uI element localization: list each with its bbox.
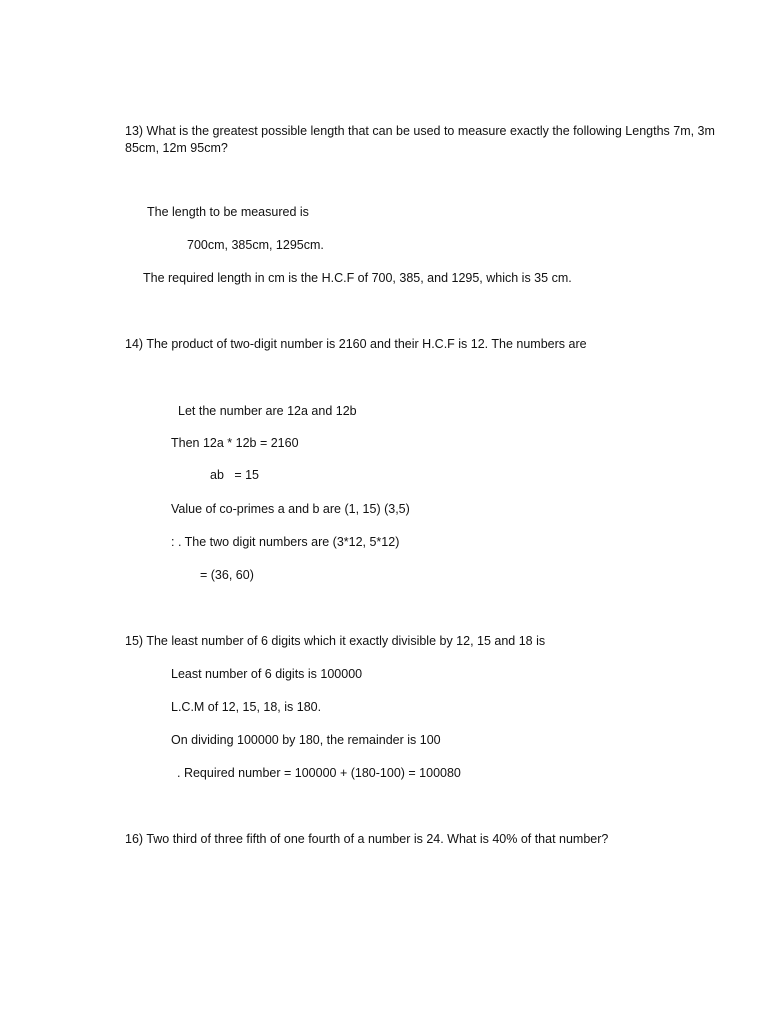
q14-solution-line-6: = (36, 60) — [200, 568, 254, 582]
q15-solution-line-4: . Required number = 100000 + (180-100) = 100080 — [177, 766, 461, 780]
q14-solution-line-4: Value of co-primes a and b are (1, 15) (3,5) — [171, 502, 410, 516]
question-15-text: 15) The least number of 6 digits which it exactly divisible by 12, 15 and 18 is — [125, 634, 546, 648]
question-16-text: 16) Two third of three fifth of one fourth of a number is 24. What is 40% of that number? — [125, 832, 609, 846]
q14-solution-line-3: ab = 15 — [210, 468, 259, 482]
q14-solution-line-5: : . The two digit numbers are (3*12, 5*12) — [171, 535, 400, 549]
question-14-text: 14) The product of two-digit number is 2160 and their H.C.F is 12. The numbers are — [125, 337, 587, 351]
q13-solution-line-1: The length to be measured is — [147, 205, 309, 219]
q14-solution-line-1: Let the number are 12a and 12b — [178, 404, 357, 418]
q15-solution-line-3: On dividing 100000 by 180, the remainder is 100 — [171, 733, 441, 747]
q14-solution-line-2: Then 12a * 12b = 2160 — [171, 436, 299, 450]
q13-solution-line-3: The required length in cm is the H.C.F of 700, 385, and 1295, which is 35 cm. — [143, 271, 572, 285]
question-13-text: 13) What is the greatest possible length that can be used to measure exactly the following Lengths 7m, 3m 85cm, 12m 95cm? — [125, 124, 715, 155]
q13-solution-line-2: 700cm, 385cm, 1295cm. — [187, 238, 324, 252]
q15-solution-line-1: Least number of 6 digits is 100000 — [171, 667, 363, 681]
q15-solution-line-2: L.C.M of 12, 15, 18, is 180. — [171, 700, 322, 714]
